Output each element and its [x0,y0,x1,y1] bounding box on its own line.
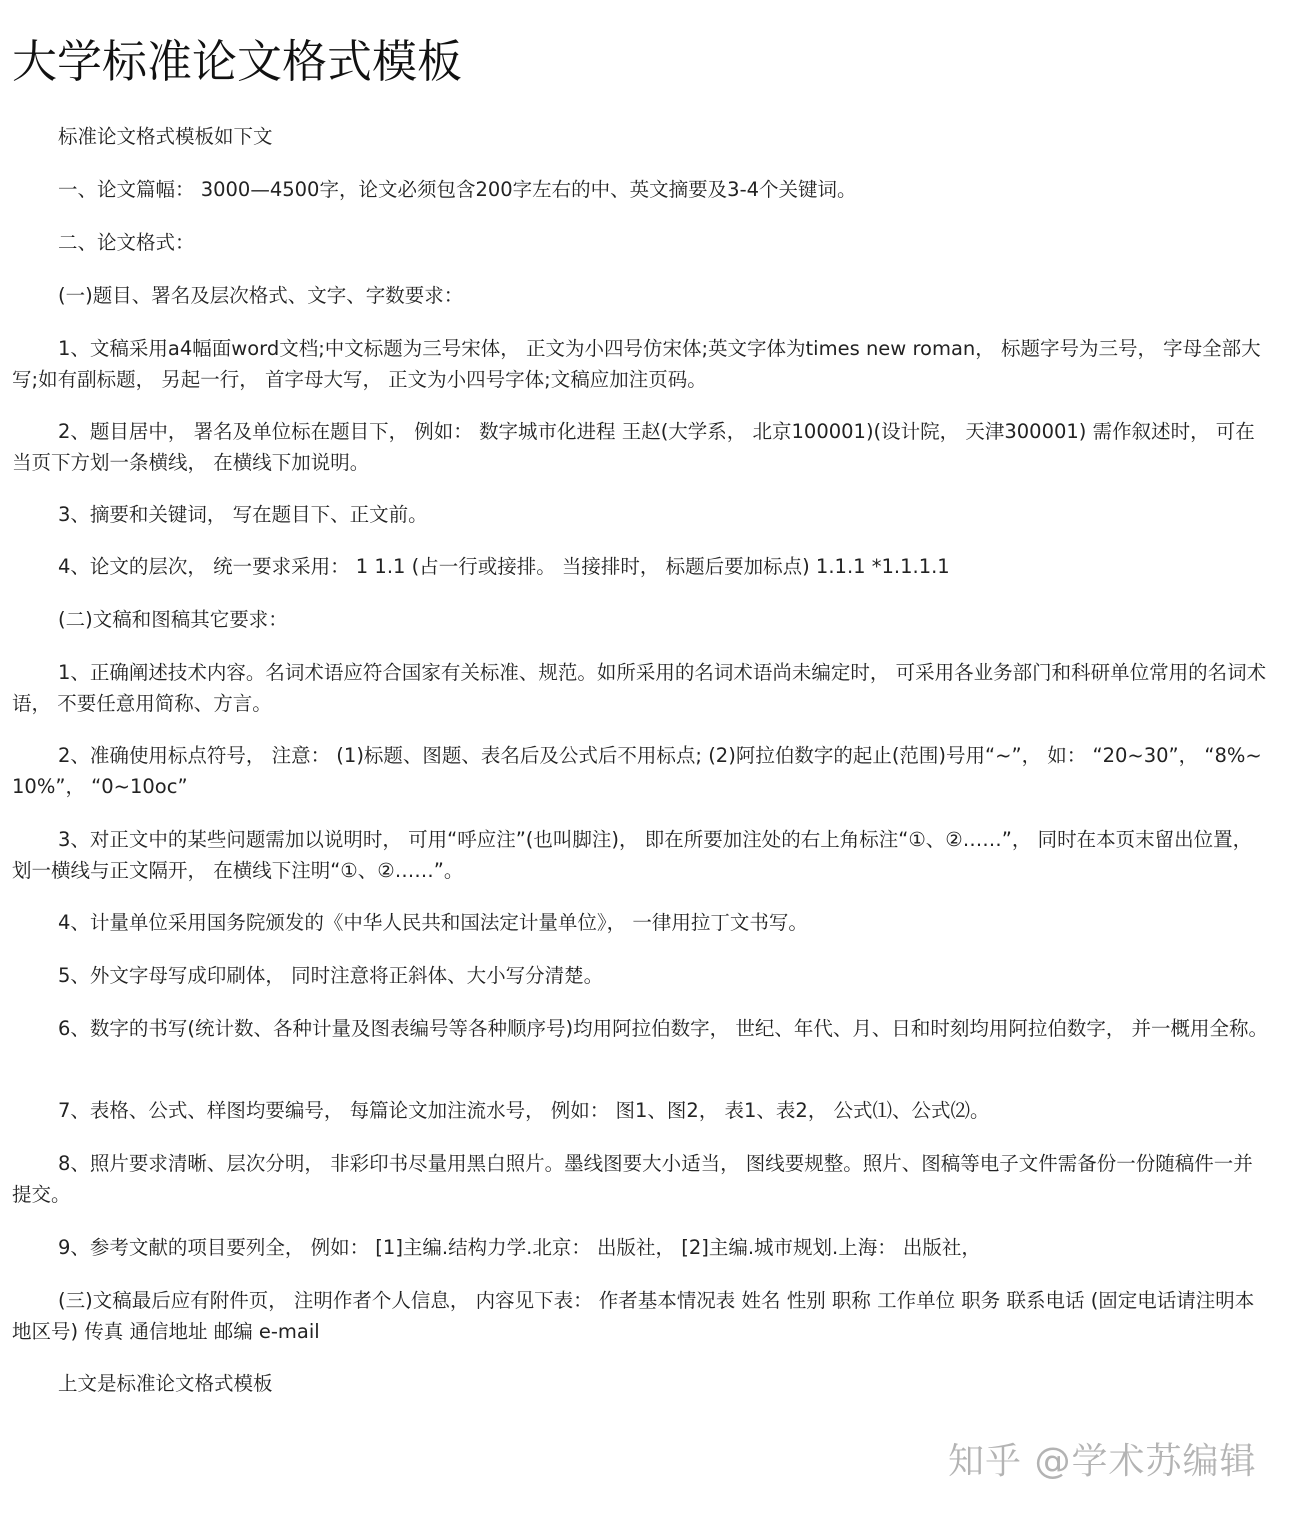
paragraph-req-9: 9、参考文献的项目要列全， 例如： [1]主编.结构力学.北京： 出版社， [2]主编.城市规划.上海： 出版社， [58,1236,981,1259]
paragraph-req-4: 4、计量单位采用国务院颁发的《中华人民共和国法定计量单位》， 一律用拉丁文书写。 [58,911,808,934]
paragraph-req-8: 8、照片要求清晰、层次分明， 非彩印书尽量用黑白照片。墨线图要大小适当， 图线要规整。照片、图稿等电子文件需备份一份随稿件一并提交。 [12,1152,1253,1206]
paragraph-req-7: 7、表格、公式、样图均要编号， 每篇论文加注流水号， 例如： 图1、图2， 表1、表2， 公式⑴、公式⑵。 [58,1099,990,1122]
paragraph-req-5: 5、外文字母写成印刷体， 同时注意将正斜体、大小写分清楚。 [58,964,604,987]
paragraph-item-2: 2、题目居中， 署名及单位标在题目下， 例如： 数字城市化进程 王赵(大学系， 北京100001)(设计院， 天津300001) 需作叙述时， 可在当页下方划一条横线， 在横线下加说明。 [12,420,1255,474]
paragraph-item-1: 1、文稿采用a4幅面word文档;中文标题为三号宋体， 正文为小四号仿宋体;英文字体为times new roman， 标题字号为三号， 字母全部大写;如有副标题， 另起一行， 首字母大写， 正文为小四号字体;文稿应加注页码。 [12,337,1261,391]
paragraph-req-1: 1、正确阐述技术内容。名词术语应符合国家有关标准、规范。如所采用的名词术语尚未编定时， 可采用各业务部门和科研单位常用的名词术语， 不要任意用简称、方言。 [12,661,1267,715]
paragraph-section-three: (三)文稿最后应有附件页， 注明作者个人信息， 内容见下表： 作者基本情况表 姓名 性别 职称 工作单位 职务 联系电话 (固定电话请注明本地区号) 传真 通信地址 邮编 e-mail [12,1289,1255,1343]
paragraph-section-one: (一)题目、署名及层次格式、文字、字数要求： [58,284,464,307]
paragraph-intro: 标准论文格式模板如下文 [58,125,273,148]
paragraph-closing: 上文是标准论文格式模板 [58,1372,273,1395]
paragraph-length: 一、论文篇幅： 3000—4500字，论文必须包含200字左右的中、英文摘要及3-4个关键词。 [58,178,857,201]
paragraph-section-two: (二)文稿和图稿其它要求： [58,608,288,631]
paragraph-format-heading: 二、论文格式： [58,231,195,254]
paragraph-req-3: 3、对正文中的某些问题需加以说明时， 可用“呼应注”(也叫脚注)， 即在所要加注处的右上角标注“①、②……”， 同时在本页末留出位置， 划一横线与正文隔开， 在横线下注明“①、②……”。 [12,828,1253,882]
paragraph-req-2: 2、准确使用标点符号， 注意： (1)标题、图题、表名后及公式后不用标点; (2)阿拉伯数字的起止(范围)号用“~”， 如： “20~30”， “8%~10%”， “0~10oc” [12,744,1262,798]
paragraph-item-4: 4、论文的层次， 统一要求采用： 1 1.1 (占一行或接排。 当接排时， 标题后要加标点) 1.1.1 *1.1.1.1 [58,555,950,578]
paragraph-item-3: 3、摘要和关键词， 写在题目下、正文前。 [58,503,428,526]
paragraph-req-6: 6、数字的书写(统计数、各种计量及图表编号等各种顺序号)均用阿拉伯数字， 世纪、年代、月、日和时刻均用阿拉伯数字， 并一概用全称。 [58,1017,1269,1040]
zhihu-watermark: 知乎 @学术苏编辑 [948,1441,1257,1482]
document-title: 大学标准论文格式模板 [12,35,463,88]
